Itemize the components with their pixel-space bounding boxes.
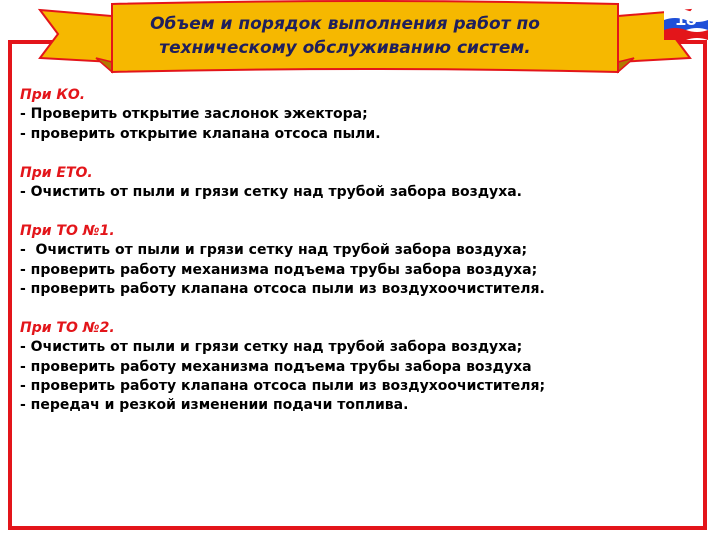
section-ko — [20, 86, 690, 144]
section-to1 — [20, 222, 690, 300]
section-eto — [20, 164, 690, 203]
list-item: - Очистить от пыли и грязи сетку над трубой забора воздуха; — [20, 242, 528, 259]
page-number: 18 — [675, 9, 697, 30]
list-item: - передач и резкой изменении подачи топлива. — [20, 397, 409, 414]
section-heading: При ТО №1. — [20, 222, 115, 239]
list-item: - проверить работу клапана отсоса пыли из воздухоочистителя. — [20, 281, 545, 298]
list-item: - проверить работу клапана отсоса пыли из воздухоочистителя; — [20, 378, 546, 395]
list-item: - проверить работу механизма подъема трубы забора воздуха; — [20, 261, 538, 278]
title-line-1: Объем и порядок выполнения работ по — [150, 14, 540, 34]
title-line-2: техническому обслуживанию систем. — [159, 38, 531, 58]
section-heading: При ЕТО. — [20, 164, 93, 181]
slide-title — [130, 12, 560, 60]
section-heading: При КО. — [20, 87, 86, 103]
list-item: - Очистить от пыли и грязи сетку над трубой забора воздуха. — [20, 184, 522, 201]
list-item: - проверить открытие клапана отсоса пыли. — [20, 125, 381, 142]
section-to2 — [20, 319, 690, 416]
section-heading: При ТО №2. — [20, 319, 115, 336]
slide-body — [20, 86, 690, 435]
list-item: - Проверить открытие заслонок эжектора; — [20, 106, 368, 123]
list-item: - Очистить от пыли и грязи сетку над трубой забора воздуха; — [20, 339, 523, 356]
list-item: - проверить работу механизма подъема трубы забора воздуха — [20, 358, 532, 375]
